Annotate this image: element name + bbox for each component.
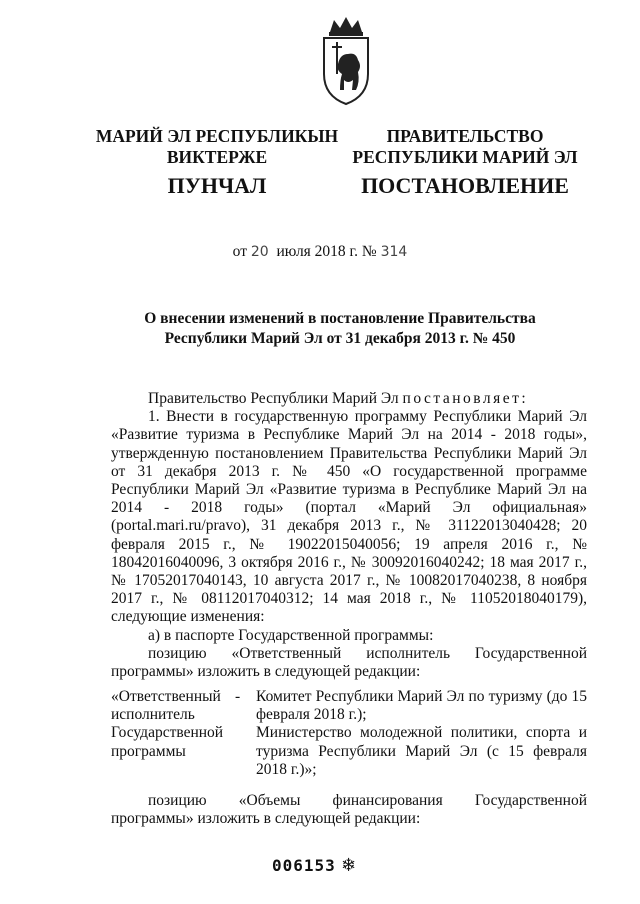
table-dash: - (235, 688, 241, 705)
org-name-mari-line1: МАРИЙ ЭЛ РЕСПУБЛИКЫН (95, 126, 339, 146)
position-line: «Ответственный (111, 688, 221, 705)
document-title-line1: О внесении изменений в постановление Правительства (144, 310, 536, 327)
decree-number: 314 (380, 244, 408, 260)
org-name-russian (345, 126, 585, 168)
doc-type-mari: ПУНЧАЛ (167, 173, 267, 198)
intro-subject: Правительство Республики Марий Эл (148, 390, 399, 407)
document-title (110, 309, 570, 349)
value-paragraph: Комитет Республики Марий Эл по туризму (до 15 февраля 2018 г.); (256, 688, 587, 724)
bear-coat-of-arms-icon (316, 14, 376, 106)
financing-paragraph: позицию «Объемы финансирования Государственной программы» изложить в следующей редакции: (111, 792, 587, 828)
passport-position-value (256, 688, 587, 779)
org-name-mari (92, 126, 342, 168)
org-name-russian-line1: ПРАВИТЕЛЬСТВО (386, 126, 544, 146)
date-day: 20 (250, 244, 269, 260)
subitem-a: а) в паспорте Государственной программы: (148, 626, 434, 644)
value-paragraph: Министерство молодежной политики, спорта и туризма Республики Марий Эл (с 15 февраля 2018 г.)»; (256, 724, 587, 778)
serial-number: 006153 (272, 856, 336, 875)
doc-type-russian: ПОСТАНОВЛЕНИЕ (361, 173, 569, 198)
org-name-russian-line2: РЕСПУБЛИКИ МАРИЙ ЭЛ (352, 147, 578, 167)
position-line: исполнитель (111, 706, 195, 724)
position-line: программы (111, 742, 186, 760)
document-body (111, 390, 587, 681)
position-line: Государственной (111, 724, 224, 742)
item-1-paragraph: 1. Внести в государственную программу Республики Марий Эл «Развитие туризма в Республике Марий Эл на 2014 - 2018 годы», утвержденную постановлением Правительства Республики Марий Эл от 31 декабря 2013 г. № 450 «О государственной программе Республики Марий Эл «Развитие туризма в Республике Марий Эл на 2014 - 2018 годы» (портал «Марий Эл официальная» (portal.mari.ru/pravo), 31 декабря 2013 г., № 31122013040428; 20 февраля 2015 г., № 19022015040056; 19 апреля 2016 г., № 18042016040096, 3 октября 2016 г., № 30092016040242; 18 мая 2017 г., № 17052017040143, 10 августа 2017 г., № 10082017040238, 8 ноября 2017 г., № 08112017040312; 14 мая 2018 г., № 11052018040179), следующие изменения: (111, 408, 587, 626)
document-title-line2: Республики Марий Эл от 31 декабря 2013 г. № 450 (164, 330, 516, 347)
intro-paragraph (111, 390, 587, 408)
financing-paragraph-block (111, 792, 587, 828)
org-name-mari-line2: ВИКТЕРЖЕ (166, 147, 268, 167)
snowflake-mark-icon: ❄ (341, 855, 357, 876)
position-paragraph: позицию «Ответственный исполнитель Государственной программы» изложить в следующей редакции: (111, 644, 587, 681)
intro-verb: постановляет: (402, 390, 529, 407)
date-month-year: июля 2018 г. № (276, 243, 377, 260)
date-prefix: от (232, 243, 247, 260)
date-line (0, 243, 640, 261)
passport-position-name (111, 688, 251, 761)
